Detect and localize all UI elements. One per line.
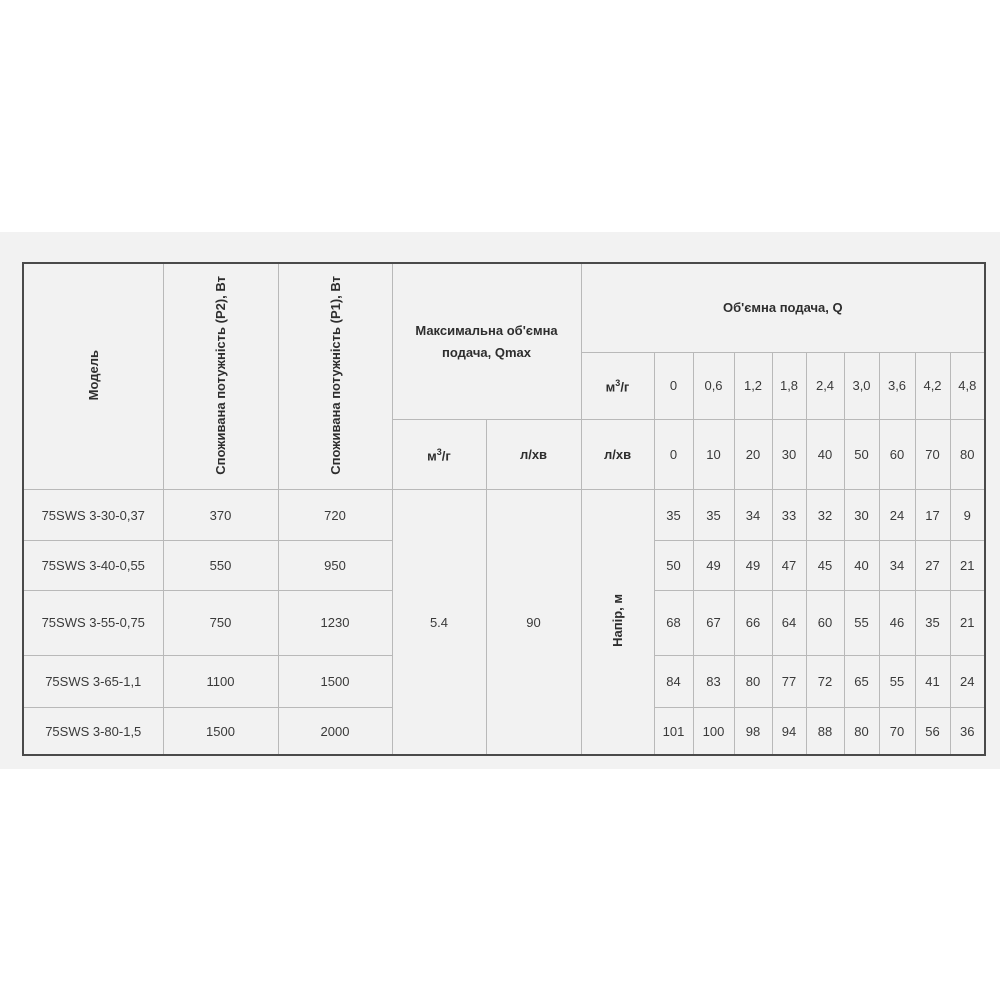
head-cell: 64 [772, 590, 806, 655]
p2-cell: 1500 [163, 708, 278, 755]
model-cell: 75SWS 3-80-1,5 [23, 708, 163, 755]
p1-cell: 950 [278, 540, 392, 590]
head-cell: 32 [806, 490, 844, 540]
head-cell: 21 [950, 540, 985, 590]
head-cell: 55 [879, 656, 915, 708]
qmax-lmin-cell: 90 [486, 490, 581, 755]
p1-cell: 1230 [278, 590, 392, 655]
head-cell: 46 [879, 590, 915, 655]
header-p1: Споживана потужність (P1), Вт [278, 263, 392, 490]
flow-lmin-cell: 80 [950, 420, 985, 490]
flow-m3h-cell: 4,8 [950, 352, 985, 419]
head-cell: 56 [915, 708, 950, 755]
p2-cell: 550 [163, 540, 278, 590]
head-cell: 17 [915, 490, 950, 540]
head-cell: 68 [654, 590, 693, 655]
flow-m3h-cell: 0,6 [693, 352, 734, 419]
p1-cell: 2000 [278, 708, 392, 755]
pump-spec-table [22, 262, 986, 756]
header-p2: Споживана потужність (P2), Вт [163, 263, 278, 490]
head-cell: 88 [806, 708, 844, 755]
head-cell: 55 [844, 590, 879, 655]
flow-lmin-cell: 70 [915, 420, 950, 490]
model-cell: 75SWS 3-30-0,37 [23, 490, 163, 540]
header-unit-m3h-flow: $м^3/г$ [581, 352, 654, 419]
head-cell: 45 [806, 540, 844, 590]
model-cell: 75SWS 3-55-0,75 [23, 590, 163, 655]
p2-cell: 370 [163, 490, 278, 540]
head-cell: 80 [844, 708, 879, 755]
header-unit-lmin-flow: л/хв [581, 420, 654, 490]
head-cell: 67 [693, 590, 734, 655]
head-cell: 24 [879, 490, 915, 540]
flow-m3h-cell: 3,0 [844, 352, 879, 419]
header-head: Напір, м [581, 490, 654, 755]
head-cell: 33 [772, 490, 806, 540]
head-cell: 70 [879, 708, 915, 755]
header-model: Модель [23, 263, 163, 490]
flow-m3h-cell: 0 [654, 352, 693, 419]
head-cell: 49 [734, 540, 772, 590]
header-qmax: Максимальна об'ємна подача, Qmax [392, 263, 581, 420]
flow-m3h-cell: 4,2 [915, 352, 950, 419]
flow-lmin-cell: 30 [772, 420, 806, 490]
header-unit-lmin-qmax: л/хв [486, 420, 581, 490]
head-cell: 50 [654, 540, 693, 590]
flow-m3h-cell: 1,2 [734, 352, 772, 419]
head-cell: 35 [654, 490, 693, 540]
head-cell: 60 [806, 590, 844, 655]
head-cell: 84 [654, 656, 693, 708]
p1-cell: 1500 [278, 656, 392, 708]
head-cell: 66 [734, 590, 772, 655]
header-flow: Об'ємна подача, Q [581, 263, 985, 352]
head-cell: 41 [915, 656, 950, 708]
head-cell: 24 [950, 656, 985, 708]
head-cell: 49 [693, 540, 734, 590]
qmax-m3h-cell: 5.4 [392, 490, 486, 755]
head-cell: 72 [806, 656, 844, 708]
head-cell: 77 [772, 656, 806, 708]
p2-cell: 750 [163, 590, 278, 655]
head-cell: 35 [915, 590, 950, 655]
model-cell: 75SWS 3-40-0,55 [23, 540, 163, 590]
table-row [23, 490, 985, 540]
flow-lmin-cell: 40 [806, 420, 844, 490]
flow-m3h-cell: 2,4 [806, 352, 844, 419]
head-cell: 101 [654, 708, 693, 755]
flow-lmin-cell: 20 [734, 420, 772, 490]
head-cell: 36 [950, 708, 985, 755]
head-cell: 35 [693, 490, 734, 540]
head-cell: 30 [844, 490, 879, 540]
head-cell: 34 [879, 540, 915, 590]
head-cell: 94 [772, 708, 806, 755]
head-cell: 83 [693, 656, 734, 708]
flow-lmin-cell: 60 [879, 420, 915, 490]
head-cell: 65 [844, 656, 879, 708]
head-cell: 100 [693, 708, 734, 755]
p2-cell: 1100 [163, 656, 278, 708]
head-cell: 27 [915, 540, 950, 590]
head-cell: 40 [844, 540, 879, 590]
flow-lmin-cell: 50 [844, 420, 879, 490]
head-cell: 80 [734, 656, 772, 708]
flow-m3h-cell: 3,6 [879, 352, 915, 419]
head-cell: 34 [734, 490, 772, 540]
head-cell: 47 [772, 540, 806, 590]
p1-cell: 720 [278, 490, 392, 540]
head-cell: 9 [950, 490, 985, 540]
model-cell: 75SWS 3-65-1,1 [23, 656, 163, 708]
flow-lmin-cell: 0 [654, 420, 693, 490]
header-unit-m3h-qmax: $м^3/г$ [392, 420, 486, 490]
flow-m3h-cell: 1,8 [772, 352, 806, 419]
head-cell: 98 [734, 708, 772, 755]
head-cell: 21 [950, 590, 985, 655]
flow-lmin-cell: 10 [693, 420, 734, 490]
